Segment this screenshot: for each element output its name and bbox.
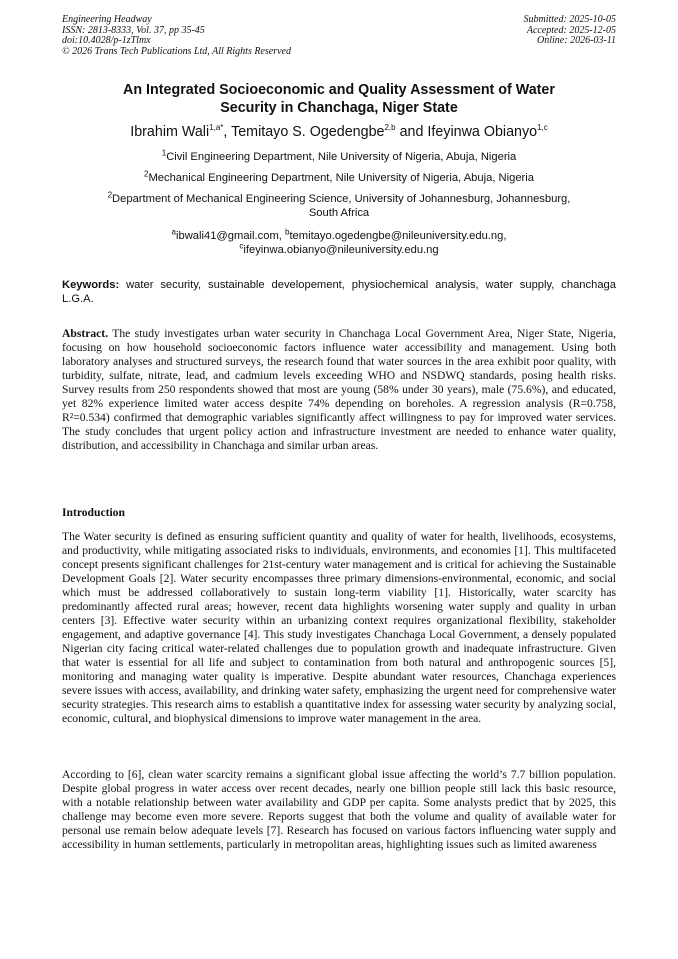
author-affiliation-mark: 2,b [384, 123, 396, 133]
keywords-text: water security, sustainable developement, physiochemical analysis, water supply, chanchaga L.G.A. [62, 279, 617, 305]
doi: doi:10.4028/p-1zTlmx [62, 35, 151, 47]
author-name: Temitayo S. Ogedengbe [231, 124, 385, 140]
journal-name: Engineering Headway [62, 14, 152, 25]
email-address[interactable]: temitayo.ogedengbe@nileuniversity.edu.ng, [289, 230, 507, 242]
author-name: Ibrahim Wali [130, 124, 210, 140]
abstract-label: Abstract. [62, 327, 109, 340]
keywords-label: Keywords: [62, 279, 120, 291]
author-list [40, 123, 638, 141]
email-address[interactable]: ifeyinwa.obianyo@nileuniversity.edu.ng [243, 244, 439, 256]
author-emails [62, 229, 616, 257]
affiliation-mark: 1 [161, 148, 167, 158]
affiliation-mark: 2 [107, 190, 113, 200]
issn-volume: ISSN: 2813-8333, Vol. 37, pp 35-45 [62, 24, 205, 36]
paper-title [62, 81, 616, 117]
affiliation [62, 171, 616, 185]
submitted-date: Submitted: 2025-10-05 [523, 14, 616, 25]
accepted-date: Accepted: 2025-12-05 [526, 24, 616, 36]
abstract-text: The study investigates urban water security in Chanchaga Local Government Area, Niger State, Nigeria, focusing on how household socioeconomic factors influence water accessibility and management. Using both laboratory analyses and structured surveys, the research found that water sources in the area exhibit poor quality, with turbidity, sulfate, nitrate, lead, and cadmium levels exceeding WHO and NSDWQ standards, posing health risks. Survey results from 250 respondents showed that most are young (58% under 30 years), male (75.6%), and educated, yet 82% experience limited water access despite 74% depending on boreholes. A regression analysis (R=0.758, R²=0.534) confirmed that demographic variables significantly affect willingness to pay for improved water services. The study concludes that urgent policy action and infrastructure investment are needed to enhance water quality, distribution, and accessibility in Chanchaga and similar urban areas. [62, 327, 616, 452]
affiliation-text: Department of Mechanical Engineering Science, University of Johannesburg, Johannesburg, [112, 193, 571, 205]
body-paragraph: The Water security is defined as ensuring sufficient quantity and quality of water for health, livelihoods, ecosystems, and productivity, while mitigating associated risks to individuals, environments, and economies [1]. This multifaceted concept presents significant challenges for 21st-century water management and is critical for achieving the Sustainable Development Goals [2]. Water security encompasses three primary dimensions-environmental, economic, and social which must be addressed collaboratively to sustain long-term viability [1]. Historically, water scarcity has predominantly affected rural areas; however, recent data highlights worsening water supply and quality in urban centers [3]. Effective water security within an urbanizing context requires organizational flexibility, stakeholder engagement, and adaptive governance [4]. This study investigates Chanchaga Local Government, a densely populated Nigerian city facing critical water-related challenges due to population growth and inadequate infrastructure. Given that water is essential for all life and subject to contamination from both natural and anthropogenic sources [5], monitoring and managing water quality is imperative. Despite abundant water resources, Chanchaga experiences severe issues with access, availability, and drinking water safety, emphasizing the urgent need for comprehensive water security strategies. This research aims to establish a quantitative index for assessing water security by analyzing social, economic, cultural, and biophysical dimensions to improve water management in the area. [62, 530, 616, 725]
dates-header [524, 15, 617, 47]
abstract [62, 327, 616, 453]
copyright: © 2026 Trans Tech Publications Ltd, All Rights Reserved [62, 45, 291, 57]
keywords [62, 278, 616, 306]
email-mark: a [171, 227, 176, 237]
section-heading: Introduction [62, 506, 125, 519]
affiliation-mark: 2 [144, 169, 149, 179]
affiliation-text: Civil Engineering Department, Nile University of Nigeria, Abuja, Nigeria [166, 151, 517, 163]
email-address[interactable]: ibwali41@gmail.com, [176, 230, 285, 242]
author-affiliation-mark: 1,a* [209, 123, 224, 133]
email-mark: b [284, 227, 290, 237]
journal-header [62, 15, 291, 57]
affiliation-text: South Africa [308, 207, 370, 219]
author-affiliation-mark: 1,c [537, 123, 548, 133]
author-separator: and [395, 124, 428, 140]
author-name: Ifeyinwa Obianyo [427, 124, 538, 140]
affiliation [62, 150, 616, 164]
title-line: An Integrated Socioeconomic and Quality Assessment of Water [123, 82, 555, 98]
title-line: Security in Chanchaga, Niger State [220, 100, 458, 116]
affiliation-text: Mechanical Engineering Department, Nile University of Nigeria, Abuja, Nigeria [148, 172, 534, 184]
author-separator: , [223, 124, 232, 140]
body-paragraph: According to [6], clean water scarcity remains a significant global issue affecting the world’s 7.7 billion population. Despite global progress in water access over recent decades, nearly one billion people still lack this basic resource, with a notable relationship between water availability and GDP per capita. Some analysts predict that by 2025, this challenge may become even more severe. Reports suggest that both the volume and quality of available water for personal use remain below adequate levels [7]. Research has focused on various factors influencing water supply and accessibility in human settlements, particularly in metropolitan areas, highlighting issues such as limited awareness [62, 768, 616, 851]
email-mark: c [239, 241, 244, 251]
online-date: Online: 2026-03-11 [537, 35, 616, 47]
affiliation [62, 192, 616, 220]
